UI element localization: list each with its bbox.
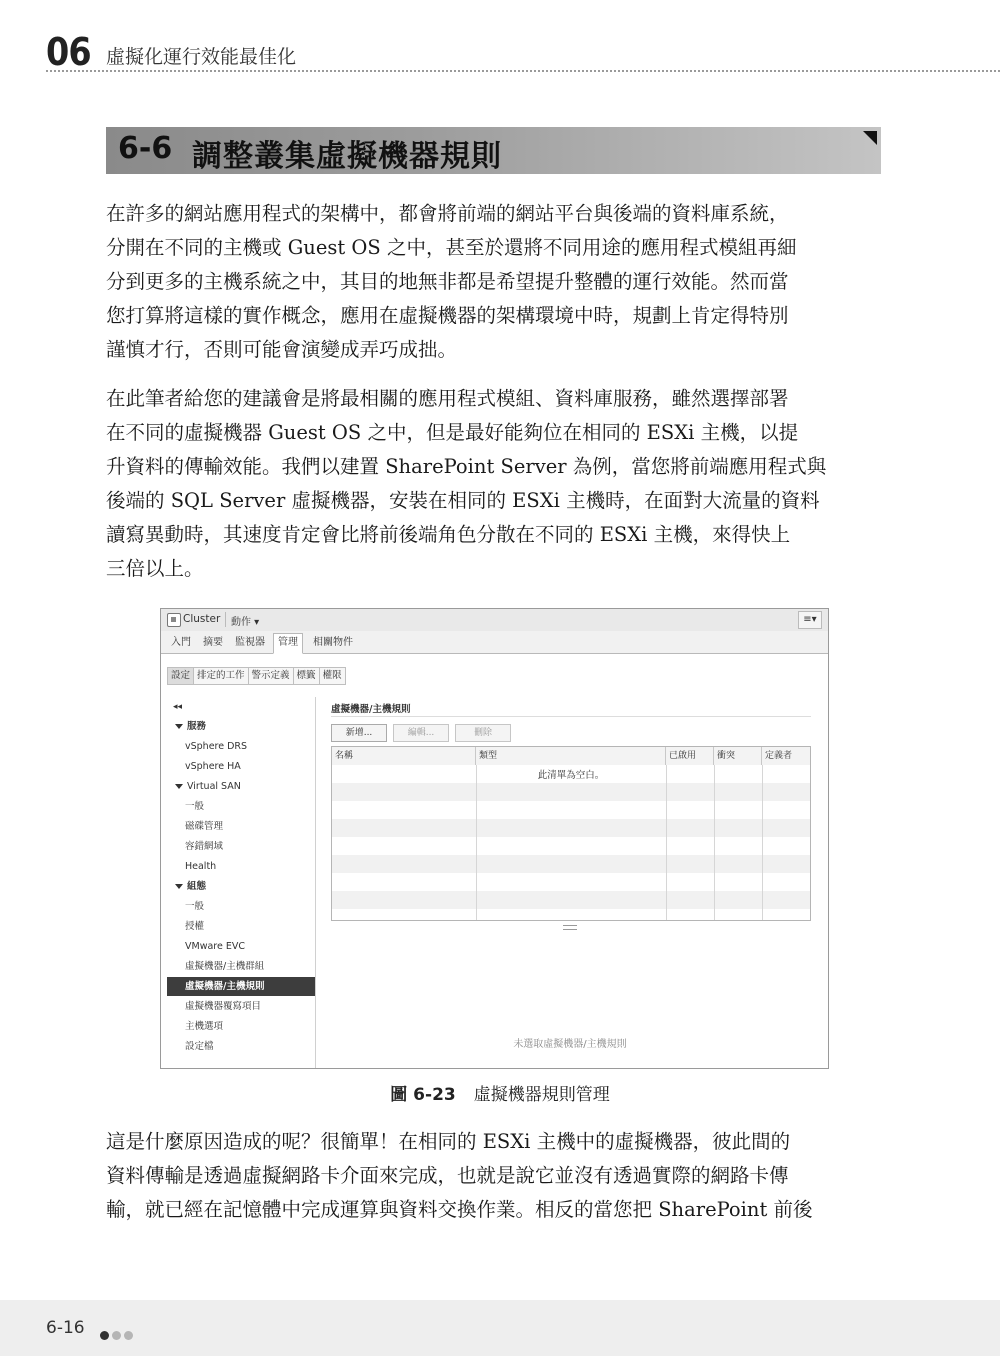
- nav-item-vm-host-rules[interactable]: 虛擬機器/主機規則: [167, 977, 315, 996]
- text-line: 輸，就已經在記憶體中完成運算與資料交換作業。相反的當您把 SharePoint 前後: [106, 1198, 813, 1221]
- object-name: Cluster: [183, 613, 221, 625]
- nav-item-config-general[interactable]: 一般: [185, 901, 205, 912]
- edit-rule-button[interactable]: 編輯...: [393, 724, 449, 742]
- section-banner: [106, 127, 881, 174]
- nav-item-health[interactable]: Health: [185, 861, 217, 872]
- delete-rule-button[interactable]: 刪除: [455, 724, 511, 742]
- banner-corner-triangle: [863, 131, 877, 145]
- nav-item-vsphere-drs[interactable]: vSphere DRS: [185, 741, 248, 752]
- chapter-title: 虛擬化運行效能最佳化: [106, 46, 297, 68]
- text-line: 這是什麼原因造成的呢？很簡單！在相同的 ESXi 主機中的虛擬機器，彼此間的: [106, 1130, 791, 1153]
- table-row: [332, 783, 810, 801]
- footer-dots: [100, 1325, 136, 1344]
- nav-label: 組態: [187, 881, 207, 892]
- table-row: [332, 891, 810, 909]
- column-divider: [714, 765, 715, 920]
- text-line: 在許多的網站應用程式的架構中，都會將前端的網站平台與後端的資料庫系統，: [106, 202, 789, 225]
- dot-icon: [112, 1331, 121, 1340]
- column-header-conflicts[interactable]: 衝突: [714, 747, 762, 765]
- object-toolbar: [161, 609, 828, 632]
- toolbar-divider: [225, 612, 226, 627]
- nav-label: 服務: [187, 721, 207, 732]
- page-number: 6-16: [46, 1318, 85, 1338]
- paragraph-2: [106, 382, 886, 586]
- tab-manage[interactable]: 管理: [273, 633, 303, 654]
- main-tabs: [161, 631, 828, 654]
- text-line: 升資料的傳輸效能。我們以建置 SharePoint Server 為例，當您將前端應用程式與: [106, 455, 827, 478]
- nav-item-vsphere-ha[interactable]: vSphere HA: [185, 761, 241, 772]
- collapse-icon[interactable]: ◂◂: [173, 702, 183, 712]
- chevron-down-icon: [175, 724, 183, 729]
- subtab-tags[interactable]: 標籤: [293, 667, 320, 685]
- cluster-icon: [167, 613, 181, 627]
- panel-menu-icon[interactable]: ≡▾: [798, 611, 822, 629]
- section-title: 調整叢集虛擬機器規則: [192, 139, 502, 174]
- text-line: 您打算將這樣的實作概念，應用在虛擬機器的架構環境中時，規劃上肯定得特別: [106, 304, 789, 327]
- column-divider: [762, 765, 763, 920]
- figure-caption-text: 虛擬機器規則管理: [473, 1085, 610, 1105]
- text-line: 三倍以上。: [106, 557, 204, 580]
- chapter-number: 06: [46, 30, 91, 74]
- table-row: [332, 819, 810, 837]
- splitter-handle[interactable]: [563, 925, 577, 930]
- chevron-down-icon: [175, 884, 183, 889]
- text-line: 在不同的虛擬機器 Guest OS 之中，但是最好能夠位在相同的 ESXi 主機，以提: [106, 421, 799, 444]
- nav-item-licensing[interactable]: 授權: [185, 921, 205, 932]
- column-divider: [476, 765, 477, 920]
- actions-menu-button[interactable]: 動作 ▾: [231, 617, 260, 628]
- sub-tabs: [167, 667, 345, 685]
- figure-caption: [0, 1080, 1000, 1105]
- figure-screenshot: [160, 608, 829, 1069]
- text-line: 資料傳輸是透過虛擬網路卡介面來完成，也就是說它並沒有透過實際的網路卡傳: [106, 1164, 789, 1187]
- page-footer: [0, 1300, 1000, 1356]
- subtab-alarm-definitions[interactable]: 警示定義: [248, 667, 294, 685]
- nav-item-host-options[interactable]: 主機選項: [185, 1021, 224, 1032]
- column-header-type[interactable]: 類型: [476, 747, 666, 765]
- column-header-enabled[interactable]: 已啟用: [666, 747, 714, 765]
- figure-label: 圖 6-23: [390, 1085, 456, 1105]
- settings-nav: [167, 697, 316, 1068]
- text-line: 分到更多的主機系統之中，其目的地無非都是希望提升整體的運行效能。然而當: [106, 270, 789, 293]
- paragraph-3: [106, 1125, 886, 1227]
- paragraph-1: [106, 197, 886, 367]
- nav-item-vm-host-groups[interactable]: 虛擬機器/主機群組: [185, 961, 265, 972]
- subtab-scheduled-tasks[interactable]: 排定的工作: [193, 667, 249, 685]
- nav-item-vsan-general[interactable]: 一般: [185, 801, 205, 812]
- dot-icon: [100, 1331, 109, 1340]
- running-header: [46, 28, 1000, 78]
- nav-label: Virtual SAN: [187, 781, 241, 792]
- rules-table: [331, 746, 811, 921]
- header-dotted-rule: [46, 70, 1000, 72]
- no-selection-message: 未選取虛擬機器/主機規則: [513, 1039, 627, 1050]
- nav-group-services[interactable]: [167, 717, 315, 736]
- nav-item-fault-domains[interactable]: 容錯網域: [185, 841, 224, 852]
- text-line: 謹慎才行，否則可能會演變成弄巧成拙。: [106, 338, 458, 361]
- table-row: [332, 855, 810, 873]
- tab-related-objects[interactable]: 相關物件: [313, 637, 353, 648]
- text-line: 分開在不同的主機或 Guest OS 之中，甚至於還將不同用途的應用程式模組再細: [106, 236, 797, 259]
- column-header-defined-by[interactable]: 定義者: [762, 747, 810, 765]
- chevron-down-icon: [175, 784, 183, 789]
- subtab-permissions[interactable]: 權限: [319, 667, 346, 685]
- nav-item-vm-overrides[interactable]: 虛擬機器覆寫項目: [185, 1001, 262, 1012]
- nav-item-profiles[interactable]: 設定檔: [185, 1041, 214, 1052]
- tab-summary[interactable]: 摘要: [203, 637, 223, 648]
- section-number: 6-6: [118, 131, 173, 166]
- text-line: 後端的 SQL Server 虛擬機器，安裝在相同的 ESXi 主機時，在面對大流量的資料: [106, 489, 820, 512]
- tab-monitor[interactable]: 監視器: [235, 637, 265, 648]
- rules-panel: [331, 701, 811, 1068]
- text-line: 在此筆者給您的建議會是將最相關的應用程式模組、資料庫服務，雖然選擇部署: [106, 387, 789, 410]
- tab-getting-started[interactable]: 入門: [171, 637, 191, 648]
- nav-item-vmware-evc[interactable]: VMware EVC: [185, 941, 245, 952]
- column-divider: [666, 765, 667, 920]
- subtab-settings[interactable]: 設定: [167, 667, 194, 685]
- add-rule-button[interactable]: 新增...: [331, 724, 387, 742]
- text-line: 讀寫異動時，其速度肯定會比將前後端角色分散在不同的 ESXi 主機，來得快上: [106, 523, 791, 546]
- empty-list-message: 此清單為空白。: [537, 770, 605, 781]
- panel-title: 虛擬機器/主機規則: [331, 704, 411, 715]
- nav-item-disk-management[interactable]: 磁碟管理: [185, 821, 224, 832]
- dot-icon: [124, 1331, 133, 1340]
- nav-group-configuration[interactable]: [167, 877, 315, 896]
- column-header-name[interactable]: 名稱: [332, 747, 476, 765]
- divider: [331, 716, 811, 717]
- nav-group-virtual-san[interactable]: [167, 777, 315, 796]
